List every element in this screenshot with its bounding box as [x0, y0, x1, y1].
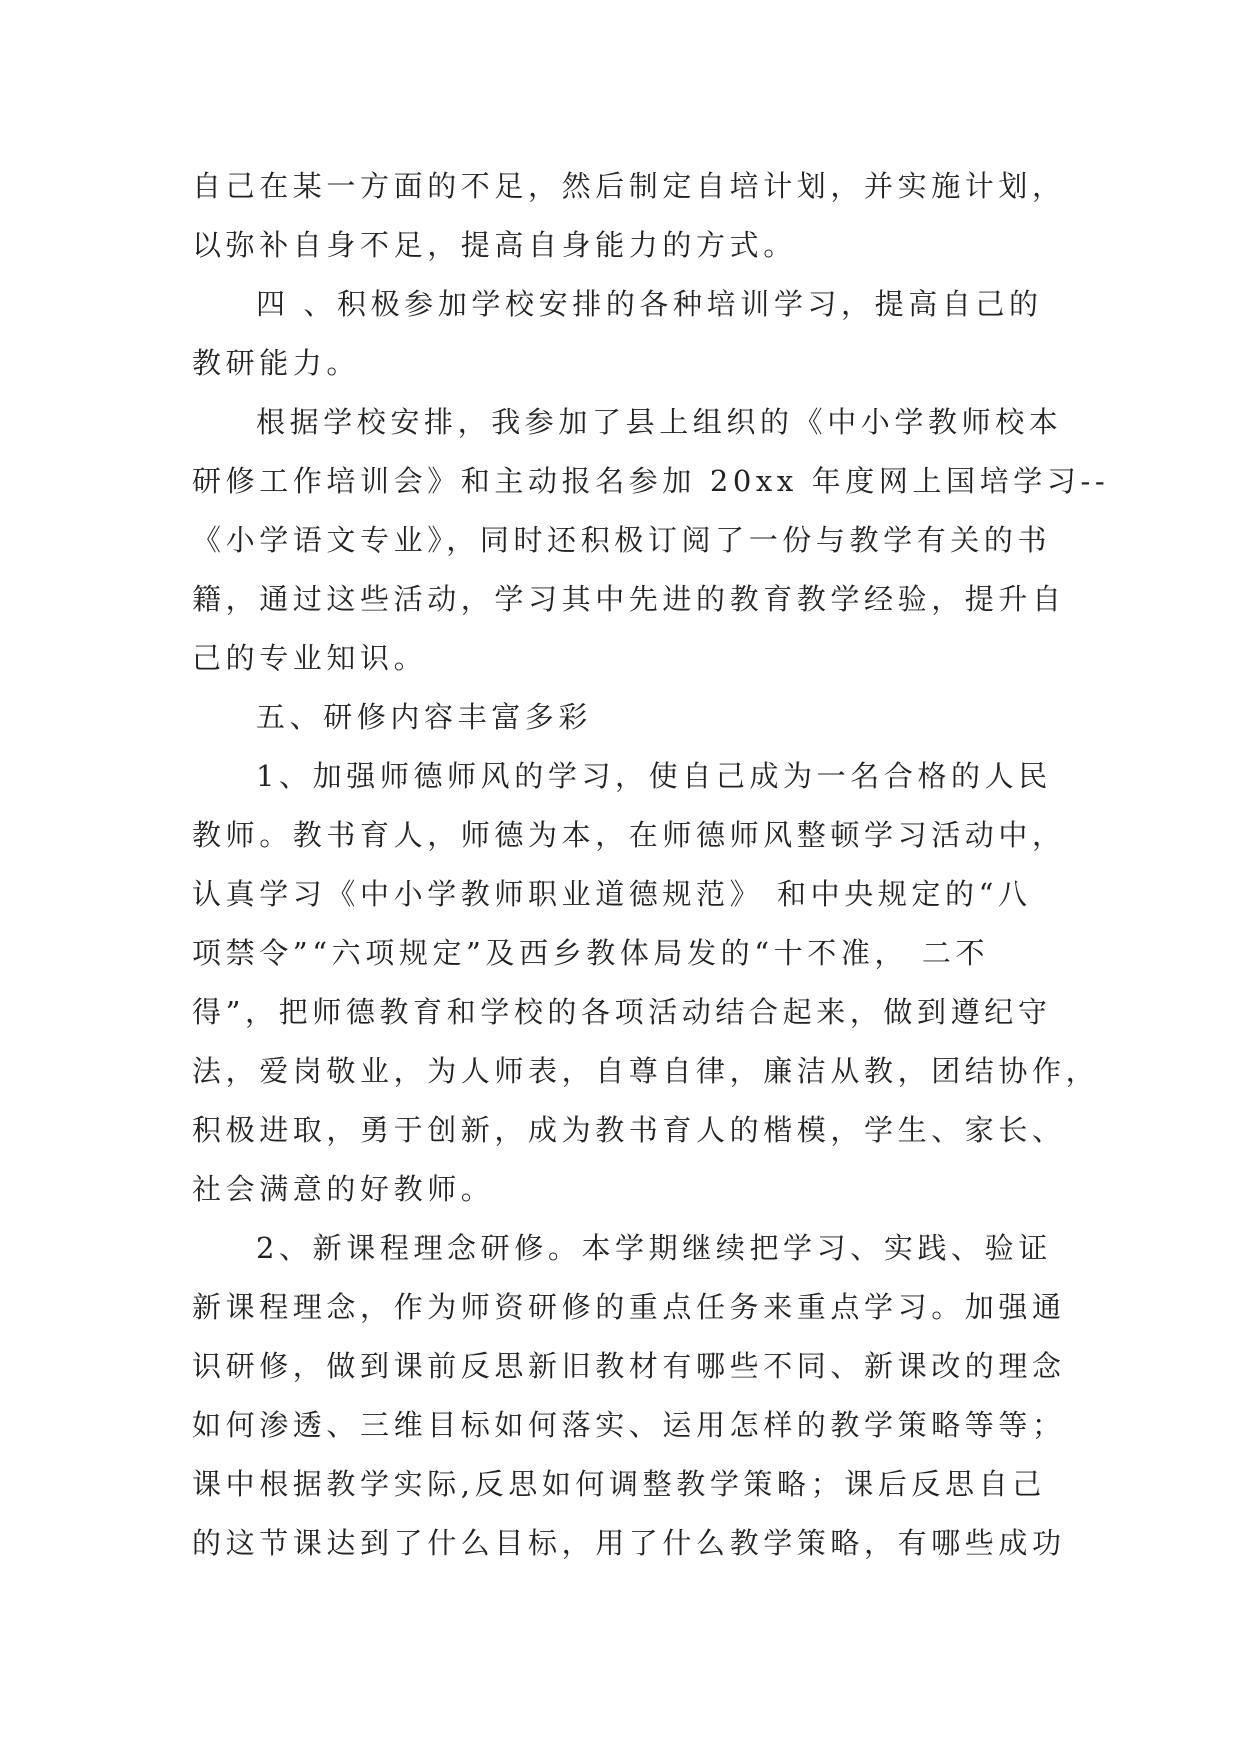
text-line-9: 己的专业知识。	[192, 641, 428, 675]
text-line-1: 自己在某一方面的不足，然后制定自培计划，并实施计划，	[192, 169, 1066, 203]
text-line-5: 根据学校安排，我参加了县上组织的《中小学教师校本	[256, 405, 1063, 439]
text-line-21: 识研修，做到课前反思新旧教材有哪些不同、新课改的理念	[192, 1349, 1066, 1383]
text-line-18: 社会满意的好教师。	[192, 1172, 495, 1206]
text-line-11: 1、加强师德师风的学习，使自己成为一名合格的人民	[256, 759, 1052, 793]
text-line-8: 籍，通过这些活动，学习其中先进的教育教学经验，提升自	[192, 582, 1066, 616]
text-line-14: 项禁令”“六项规定”及西乡教体局发的“十不准， 二不	[192, 936, 990, 970]
text-line-16: 法，爱岗敬业，为人师表，自尊自律，廉洁从教，团结协作，	[192, 1054, 1100, 1088]
text-line-22: 如何渗透、三维目标如何落实、运用怎样的教学策略等等；	[192, 1408, 1066, 1442]
text-line-24: 的这节课达到了什么目标，用了什么教学策略，有哪些成功	[192, 1526, 1066, 1560]
section-heading-5: 五、研修内容丰富多彩	[256, 700, 593, 734]
text-line-15: 得”，把师德教育和学校的各项活动结合起来，做到遵纪守	[192, 995, 1052, 1029]
text-line-2: 以弥补自身不足，提高自身能力的方式。	[192, 228, 797, 262]
text-line-23: 课中根据教学实际,反思如何调整教学策略；课后反思自己	[192, 1467, 1046, 1501]
document-body	[192, 157, 1110, 1573]
text-line-17: 积极进取，勇于创新，成为教书育人的楷模，学生、家长、	[192, 1113, 1066, 1147]
text-line-19: 2、新课程理念研修。本学期继续把学习、实践、验证	[256, 1231, 1052, 1265]
text-line-7: 《小学语文专业》，同时还积极订阅了一份与教学有关的书	[192, 523, 1052, 557]
text-line-6: 研修工作培训会》和主动报名参加 20xx 年度网上国培学习--	[192, 464, 1110, 498]
section-heading-4: 四 、积极参加学校安排的各种培训学习，提高自己的	[256, 287, 1043, 321]
text-line-12: 教师。教书育人，师德为本，在师德师风整顿学习活动中，	[192, 818, 1066, 852]
text-line-4: 教研能力。	[192, 346, 361, 380]
text-line-20: 新课程理念，作为师资研修的重点任务来重点学习。加强通	[192, 1290, 1066, 1324]
text-line-13: 认真学习《中小学教师职业道德规范》 和中央规定的“八	[192, 877, 1032, 911]
